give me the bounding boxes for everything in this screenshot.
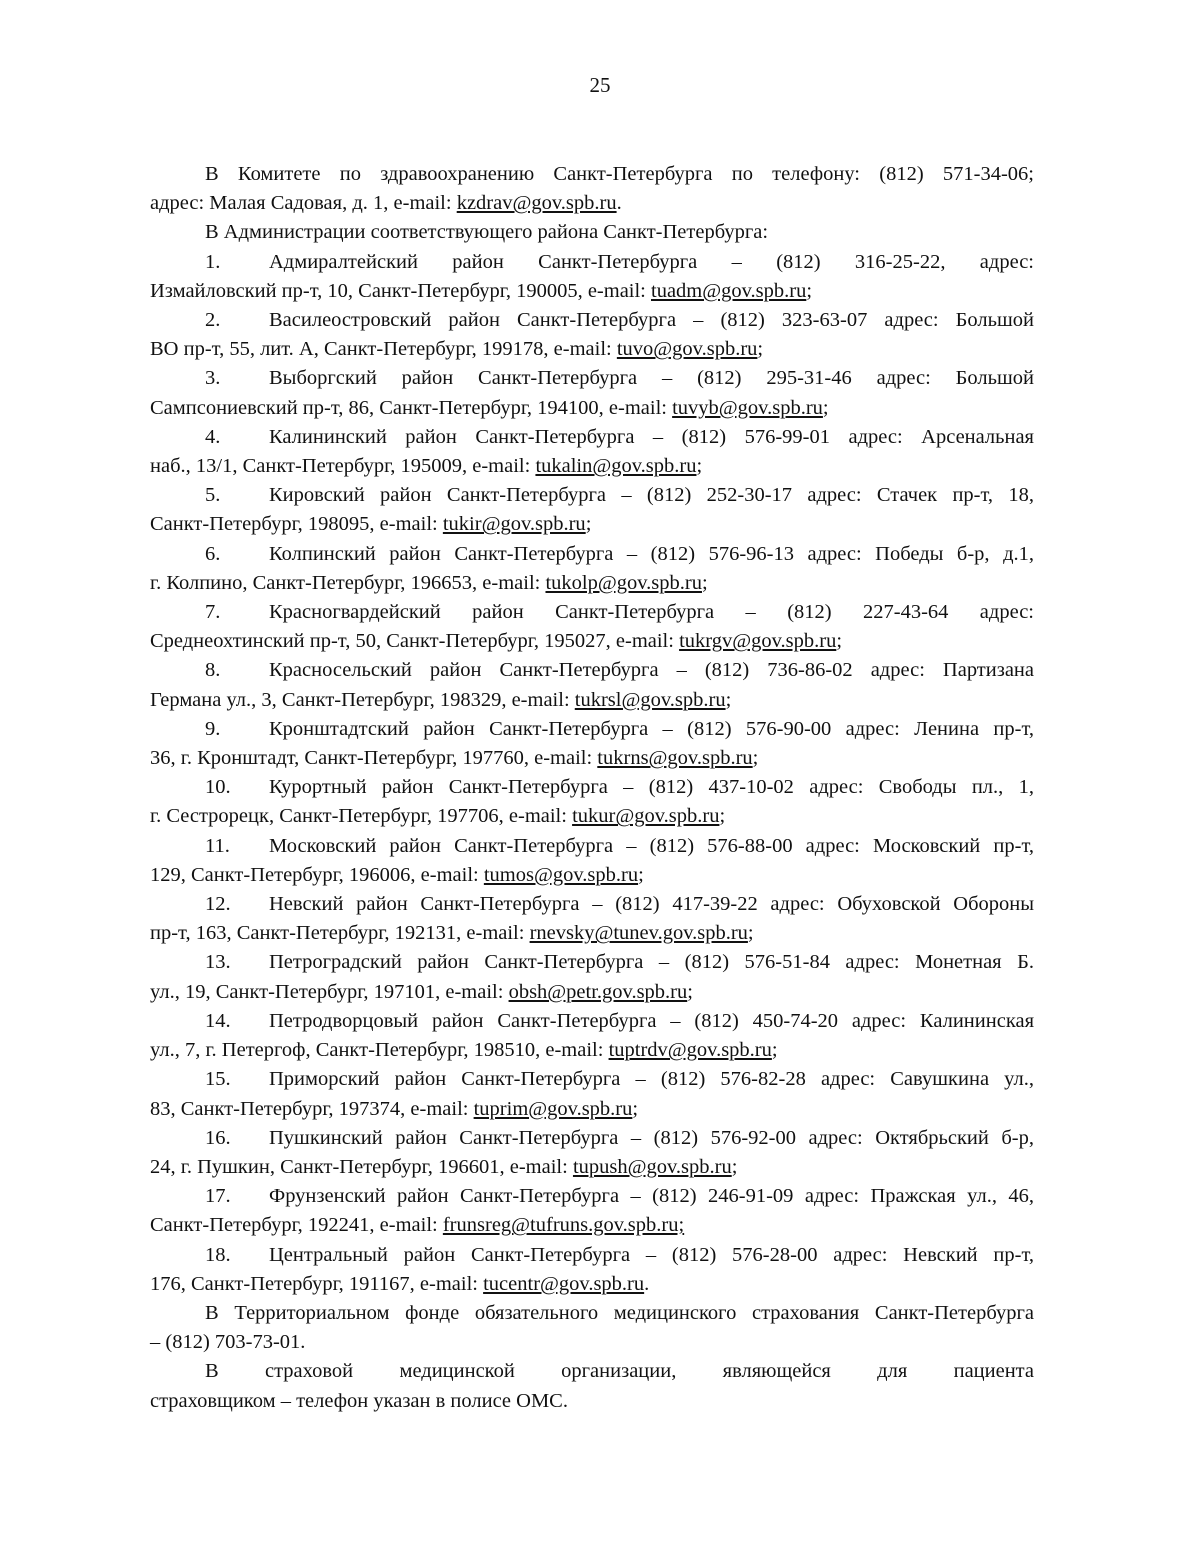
district-email-link[interactable]: tupush@gov.spb.ru <box>572 1155 732 1178</box>
district-line-1 <box>150 656 1034 685</box>
district-item <box>150 773 1034 831</box>
district-line-2 <box>150 919 1034 948</box>
district-item <box>150 423 1034 481</box>
district-line-2 <box>150 686 1034 715</box>
district-heading: Невский район Санкт-Петербурга – (812) 417-39-22 адрес: Обуховской Обороны <box>269 893 1034 916</box>
district-address: г. Сестрорецк, Санкт-Петербург, 197706, e-mail: <box>150 805 573 828</box>
district-number: 14. <box>205 1009 231 1032</box>
district-number: 10. <box>205 776 231 799</box>
district-heading: Калининский район Санкт-Петербурга – (812) 576-99-01 адрес: Арсенальная <box>269 425 1034 448</box>
district-heading: Петроградский район Санкт-Петербурга – (812) 576-51-84 адрес: Монетная Б. <box>269 951 1034 974</box>
district-end: ; <box>638 863 644 886</box>
district-item <box>150 1241 1034 1299</box>
district-address: ул., 7, г. Петергоф, Санкт-Петербург, 198510, e-mail: <box>150 1039 609 1062</box>
admin-heading: В Администрации соответствующего района Санкт-Петербурга: <box>205 221 769 244</box>
district-email-link[interactable]: tukrns@gov.spb.ru <box>597 747 753 770</box>
intro-address: адрес: Малая Садовая, д. 1, e-mail: <box>150 192 457 215</box>
district-line-1 <box>150 948 1034 977</box>
district-address: Среднеохтинский пр-т, 50, Санкт-Петербург, 195027, e-mail: <box>150 630 680 653</box>
district-number: 17. <box>205 1185 231 1208</box>
district-item <box>150 540 1034 598</box>
district-line-1 <box>150 423 1034 452</box>
district-address: Германа ул., 3, Санкт-Петербург, 198329, e-mail: <box>150 688 575 711</box>
district-line-2 <box>150 744 1034 773</box>
district-heading: Василеостровский район Санкт-Петербурга – (812) 323-63-07 адрес: Большой <box>269 309 1034 332</box>
district-end: ; <box>585 513 592 536</box>
district-number: 9. <box>205 717 221 740</box>
district-item <box>150 1182 1034 1240</box>
district-line-1 <box>150 1007 1034 1036</box>
district-number: 16. <box>205 1126 231 1149</box>
district-number: 2. <box>205 309 221 332</box>
district-end: ; <box>836 630 843 653</box>
district-email-link[interactable]: rnevsky@tunev.gov.spb.ru <box>529 922 748 945</box>
district-heading: Приморский район Санкт-Петербурга – (812) 576-82-28 адрес: Савушкина ул., <box>269 1068 1034 1091</box>
district-number: 11. <box>205 834 230 857</box>
district-end: ; <box>731 1155 738 1178</box>
district-line-2 <box>150 1153 1034 1182</box>
district-item <box>150 1007 1034 1065</box>
district-address: г. Колпино, Санкт-Петербург, 196653, e-mail: <box>150 571 546 594</box>
district-line-2 <box>150 569 1034 598</box>
district-email-link[interactable]: obsh@petr.gov.spb.ru <box>508 980 688 1003</box>
district-line-1 <box>150 1241 1034 1270</box>
intro-line-2 <box>150 189 1034 218</box>
district-heading: Кронштадтский район Санкт-Петербурга – (812) 576-90-00 адрес: Ленина пр-т, <box>269 717 1034 740</box>
district-email-link[interactable]: tuprim@gov.spb.ru <box>473 1097 633 1120</box>
district-address: 83, Санкт-Петербург, 197374, e-mail: <box>150 1097 474 1120</box>
document-body <box>150 160 1034 1416</box>
district-end: ; <box>687 980 693 1003</box>
district-address: наб., 13/1, Санкт-Петербург, 195009, e-mail: <box>150 455 536 478</box>
district-line-1 <box>150 306 1034 335</box>
district-line-1 <box>150 832 1034 861</box>
district-address: 129, Санкт-Петербург, 196006, e-mail: <box>150 863 484 886</box>
district-email-link[interactable]: frunsreg@tufruns.gov.spb.ru; <box>442 1214 685 1237</box>
district-item <box>150 364 1034 422</box>
tfoms-line-1: В Территориальном фонде обязательного медицинского страхования Санкт-Петербурга <box>205 1301 1034 1324</box>
district-end: ; <box>752 747 759 770</box>
district-item <box>150 715 1034 773</box>
district-number: 8. <box>205 659 221 682</box>
district-email-link[interactable]: tumos@gov.spb.ru <box>483 863 639 886</box>
district-heading: Пушкинский район Санкт-Петербурга – (812) 576-92-00 адрес: Октябрьский б-р, <box>269 1126 1034 1149</box>
district-end: . <box>644 1272 650 1295</box>
district-number: 1. <box>205 250 221 273</box>
district-heading: Выборгский район Санкт-Петербурга – (812) 295-31-46 адрес: Большой <box>269 367 1034 390</box>
district-line-2 <box>150 277 1034 306</box>
district-line-2 <box>150 1211 1034 1240</box>
district-item <box>150 248 1034 306</box>
district-heading: Курортный район Санкт-Петербурга – (812) 437-10-02 адрес: Свободы пл., 1, <box>269 776 1034 799</box>
district-item <box>150 481 1034 539</box>
district-heading: Фрунзенский район Санкт-Петербурга – (812) 246-91-09 адрес: Пражская ул., 46, <box>269 1185 1034 1208</box>
district-number: 13. <box>205 951 231 974</box>
district-line-2 <box>150 802 1034 831</box>
district-heading: Колпинский район Санкт-Петербурга – (812) 576-96-13 адрес: Победы б-р, д.1, <box>269 542 1034 565</box>
district-email-link[interactable]: tukrsl@gov.spb.ru <box>574 688 726 711</box>
district-heading: Петродворцовый район Санкт-Петербурга – (812) 450-74-20 адрес: Калининская <box>269 1009 1034 1032</box>
district-line-1 <box>150 715 1034 744</box>
district-number: 4. <box>205 425 221 448</box>
district-heading: Адмиралтейский район Санкт-Петербурга – (812) 316-25-22, адрес: <box>269 250 1034 273</box>
district-number: 5. <box>205 484 221 507</box>
district-number: 12. <box>205 893 231 916</box>
district-end: ; <box>696 455 703 478</box>
district-line-2 <box>150 1095 1034 1124</box>
district-end: ; <box>757 338 764 361</box>
district-number: 18. <box>205 1243 231 1266</box>
district-address: 24, г. Пушкин, Санкт-Петербург, 196601, e-mail: <box>150 1155 573 1178</box>
insurer-line-1: В страховой медицинской организации, являющейся для пациента <box>205 1360 1034 1383</box>
district-email-link[interactable]: tuvyb@gov.spb.ru <box>672 396 823 419</box>
insurer-line-2: страховщиком – телефон указан в полисе ОМС. <box>150 1389 568 1412</box>
district-end: ; <box>725 688 732 711</box>
district-line-2 <box>150 627 1034 656</box>
district-email-link[interactable]: tuvo@gov.spb.ru <box>616 338 758 361</box>
district-email-link[interactable]: tuptrdv@gov.spb.ru <box>608 1039 772 1062</box>
district-number: 15. <box>205 1068 231 1091</box>
district-line-2 <box>150 861 1034 890</box>
district-line-1 <box>150 773 1034 802</box>
district-end: ; <box>806 279 813 302</box>
intro-line-1: В Комитете по здравоохранению Санкт-Петербурга по телефону: (812) 571-34-06; <box>205 163 1034 185</box>
district-line-2 <box>150 335 1034 364</box>
district-address: Измайловский пр-т, 10, Санкт-Петербург, 190005, e-mail: <box>150 279 651 302</box>
district-line-2 <box>150 394 1034 423</box>
district-item <box>150 832 1034 890</box>
district-end: ; <box>771 1039 778 1062</box>
district-line-1 <box>150 481 1034 510</box>
district-line-2 <box>150 510 1034 539</box>
district-item <box>150 656 1034 714</box>
district-heading: Кировский район Санкт-Петербурга – (812) 252-30-17 адрес: Стачек пр-т, 18, <box>269 484 1034 507</box>
district-line-1 <box>150 1124 1034 1153</box>
district-line-2 <box>150 452 1034 481</box>
district-email-link[interactable]: tukolp@gov.spb.ru <box>545 571 702 594</box>
district-item <box>150 1065 1034 1123</box>
district-end: ; <box>632 1097 639 1120</box>
district-line-1 <box>150 1182 1034 1211</box>
district-item <box>150 948 1034 1006</box>
district-email-link[interactable]: tukir@gov.spb.ru <box>442 513 586 536</box>
district-heading: Центральный район Санкт-Петербурга – (812) 576-28-00 адрес: Невский пр-т, <box>269 1243 1034 1266</box>
district-item <box>150 1124 1034 1182</box>
district-item <box>150 598 1034 656</box>
district-address: ул., 19, Санкт-Петербург, 197101, e-mail: <box>150 980 509 1003</box>
district-end: ; <box>822 396 829 419</box>
district-address: Сампсониевский пр-т, 86, Санкт-Петербург, 194100, e-mail: <box>150 396 673 419</box>
district-address: Санкт-Петербург, 198095, e-mail: <box>150 513 443 536</box>
district-heading: Красногвардейский район Санкт-Петербурга – (812) 227-43-64 адрес: <box>269 601 1034 624</box>
district-number: 3. <box>205 367 221 390</box>
district-address: пр-т, 163, Санкт-Петербург, 192131, e-mail: <box>150 922 530 945</box>
district-email-link[interactable]: tukrgv@gov.spb.ru <box>679 630 837 653</box>
intro-end: . <box>616 192 622 215</box>
district-line-2 <box>150 978 1034 1007</box>
district-list <box>150 248 1034 1299</box>
district-heading: Московский район Санкт-Петербурга – (812) 576-88-00 адрес: Московский пр-т, <box>269 834 1034 857</box>
district-email-link[interactable]: tuadm@gov.spb.ru <box>651 279 807 302</box>
district-email-link[interactable]: tukalin@gov.spb.ru <box>535 455 697 478</box>
district-line-2 <box>150 1270 1034 1299</box>
district-line-1 <box>150 364 1034 393</box>
page-number: 25 <box>589 73 611 97</box>
district-email-link[interactable]: tucentr@gov.spb.ru <box>483 1272 645 1295</box>
district-line-1 <box>150 598 1034 627</box>
district-line-1 <box>150 540 1034 569</box>
district-address: 36, г. Кронштадт, Санкт-Петербург, 197760, e-mail: <box>150 747 598 770</box>
district-email-link[interactable]: tukur@gov.spb.ru <box>572 805 720 828</box>
district-item <box>150 306 1034 364</box>
district-address: 176, Санкт-Петербург, 191167, e-mail: <box>150 1272 484 1295</box>
district-end: ; <box>747 922 754 945</box>
district-line-1 <box>150 248 1034 277</box>
tfoms-line-2: – (812) 703-73-01. <box>150 1331 306 1354</box>
district-line-1 <box>150 1065 1034 1094</box>
district-number: 6. <box>205 542 221 565</box>
district-end: ; <box>701 571 708 594</box>
email-link-kzdrav[interactable]: kzdrav@gov.spb.ru <box>456 192 617 215</box>
district-end: ; <box>719 805 726 828</box>
district-heading: Красносельский район Санкт-Петербурга – (812) 736-86-02 адрес: Партизана <box>269 659 1034 682</box>
district-line-1 <box>150 890 1034 919</box>
district-line-2 <box>150 1036 1034 1065</box>
district-address: ВО пр-т, 55, лит. А, Санкт-Петербург, 199178, e-mail: <box>150 338 617 361</box>
district-number: 7. <box>205 601 221 624</box>
district-address: Санкт-Петербург, 192241, e-mail: <box>150 1214 443 1237</box>
district-item <box>150 890 1034 948</box>
